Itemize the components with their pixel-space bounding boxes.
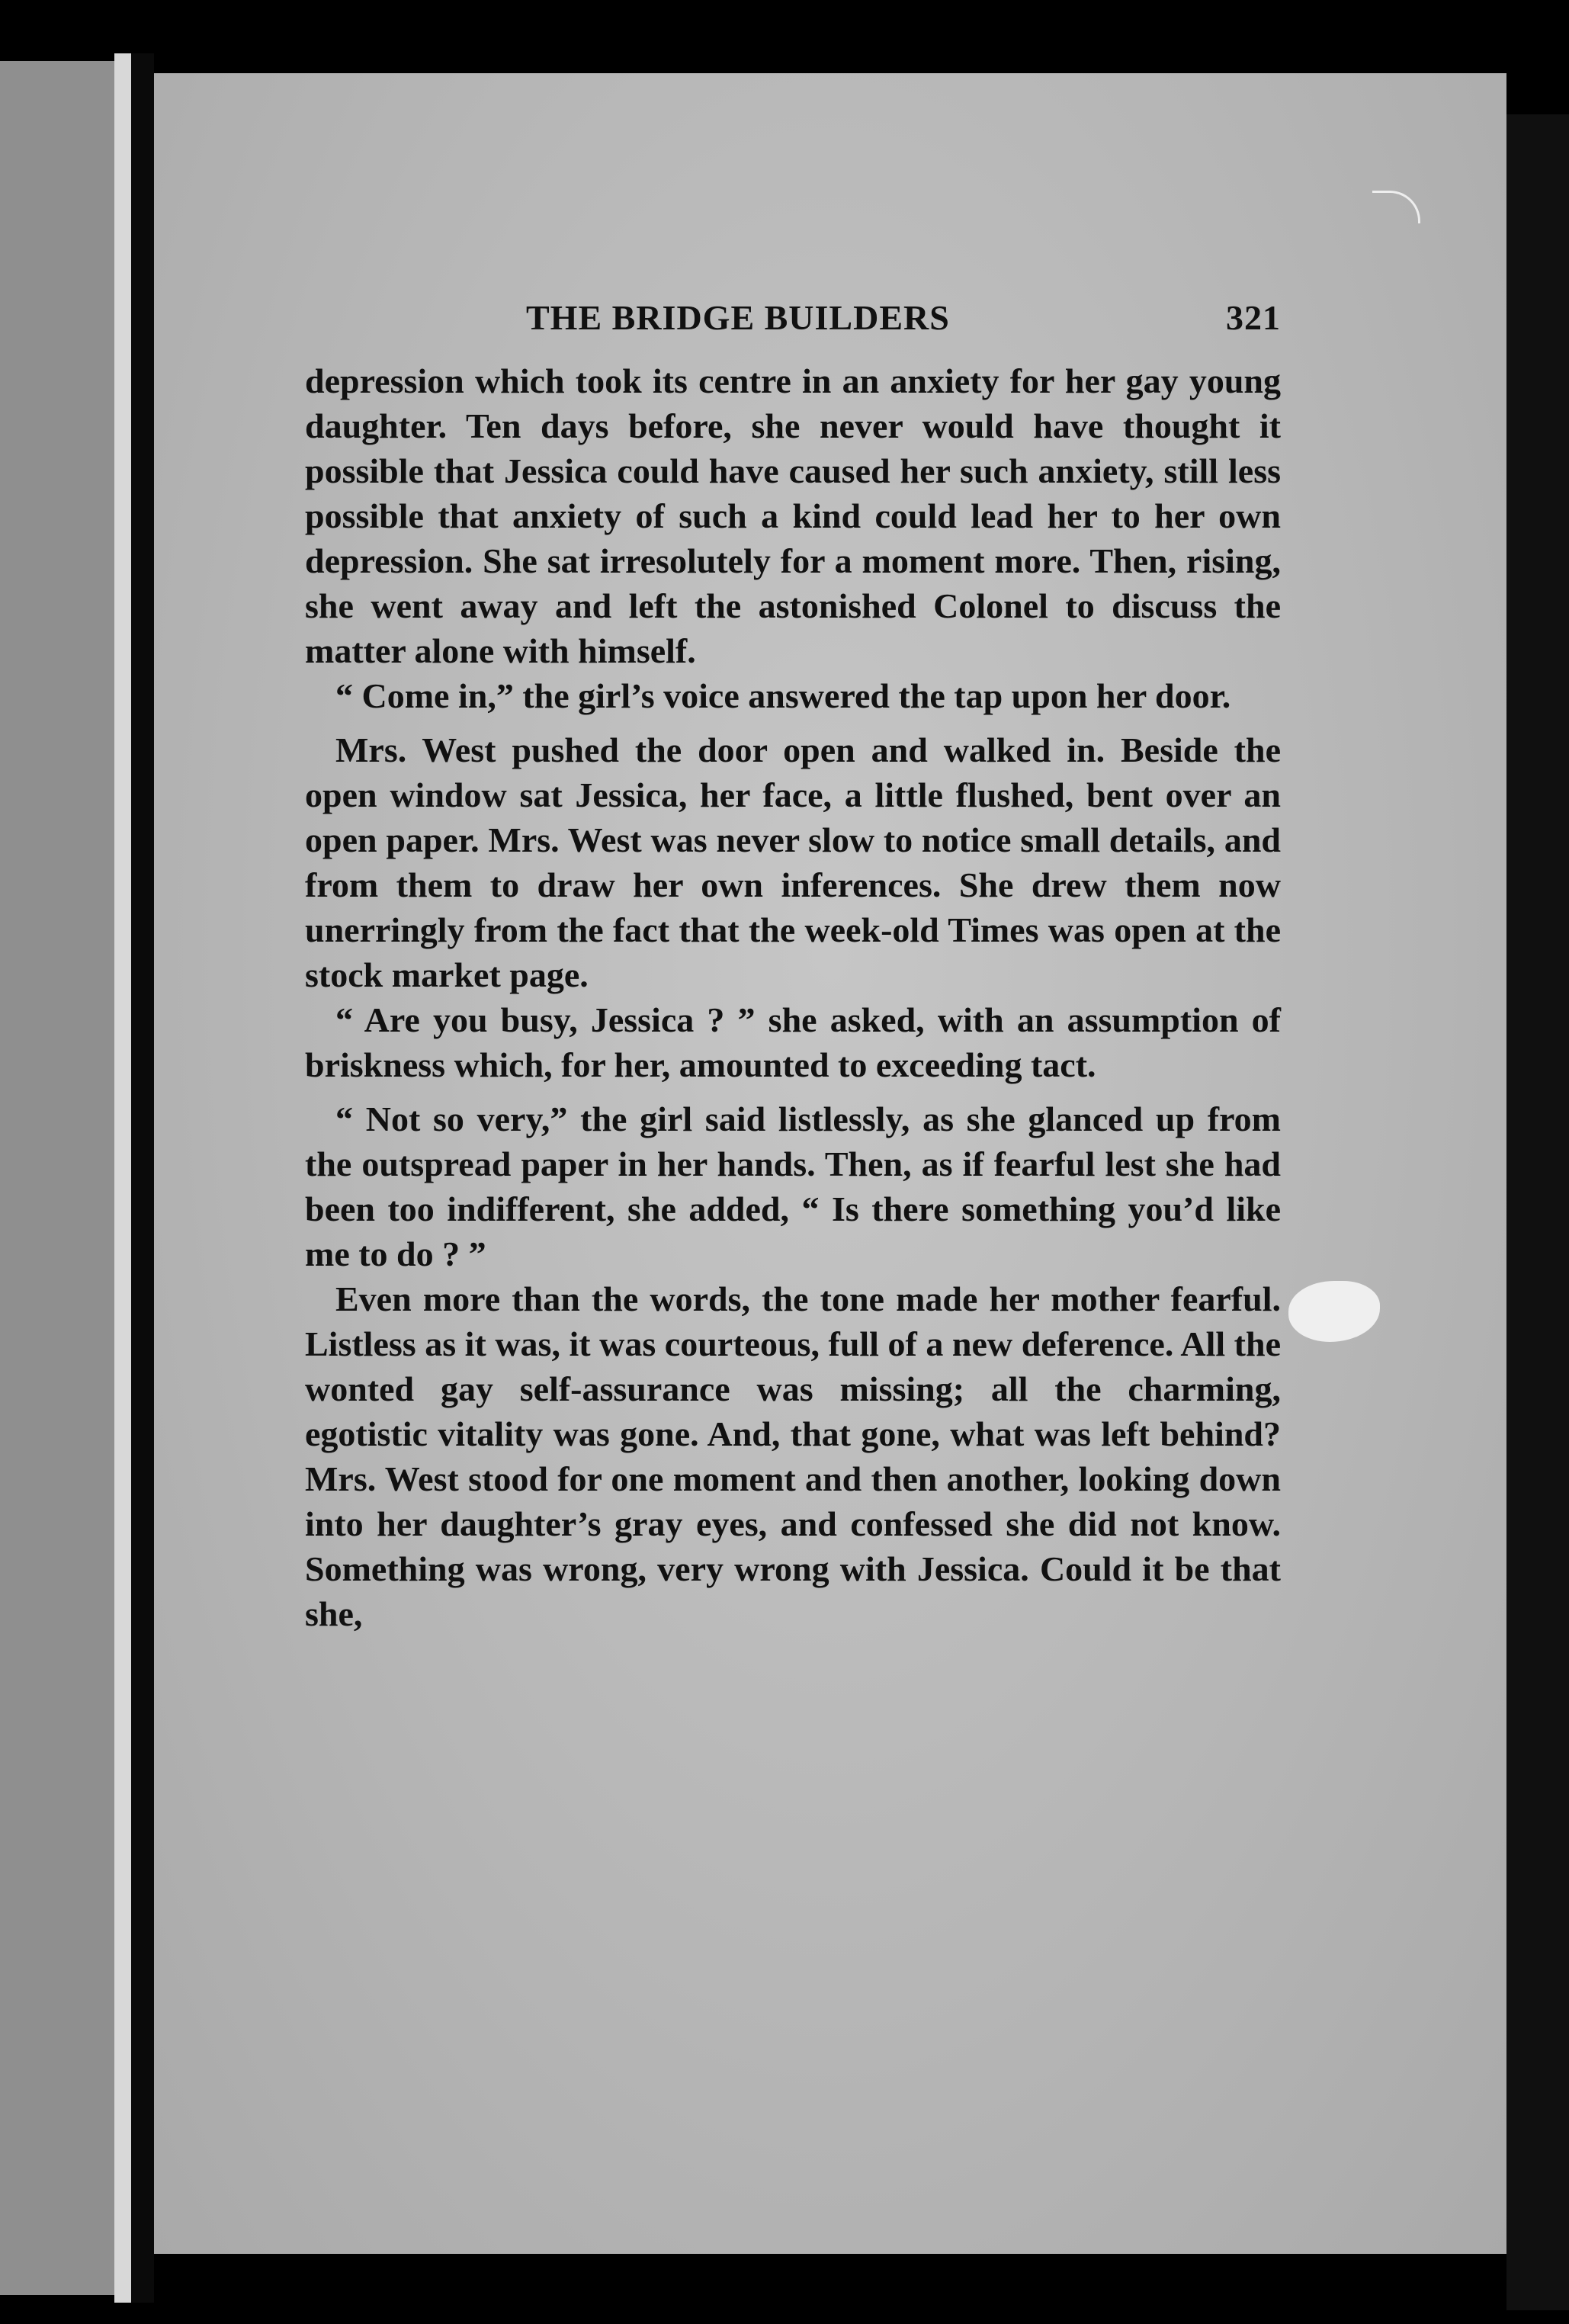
paragraph-2: “ Come in,” the girl’s voice answered the tap upon her door. xyxy=(335,676,1231,715)
left-page-edge xyxy=(0,61,114,2295)
paragraph-4: “ Are you busy, Jessica ? ” she asked, with an assumption of briskness which, for her, amounted to exceeding tact. xyxy=(305,1000,1281,1084)
running-header xyxy=(526,297,1281,358)
paragraph-5: “ Not so very,” the girl said listlessly, as she glanced up from the outspread paper in her hands. Then, as if fearful lest she had been too indifferent, she added, “ Is there something you’d like me to do ? ” xyxy=(305,1099,1281,1273)
running-title: THE BRIDGE BUILDERS xyxy=(526,298,950,337)
paragraph-1: depression which took its centre in an anxiety for her gay young daughter. Ten days before, she never would have thought it possible that Jessica could have caused her such anxiety, still less possible that anxiety of such a kind could lead her to her own depression. She sat irresolutely for a moment more. Then, rising, she went away and left the astonished Colonel to discuss the matter alone with himself. xyxy=(305,361,1281,670)
body-text xyxy=(305,358,1281,1636)
paragraph-3: Mrs. West pushed the door open and walked in. Beside the open window sat Jessica, her face, a little flushed, bent over an open paper. Mrs. West was never slow to notice small details, and from them to draw her own inferences. She drew them now unerringly from the fact that the week-old Times was open at the stock market page. xyxy=(305,730,1281,994)
paragraph-6: Even more than the words, the tone made her mother fearful. Listless as it was, it was courteous, full of a new deference. All the wonted gay self-assurance was missing; all the charming, egotistic vitality was gone. And, that gone, what was left behind? Mrs. West stood for one moment and then another, looking down into her daughter’s gray eyes, and confessed she did not know. Something was wrong, very wrong with Jessica. Could it be that she, xyxy=(305,1279,1281,1633)
gutter-strip xyxy=(114,53,131,2303)
right-page-edge xyxy=(1506,114,1569,2310)
gutter-shadow xyxy=(131,53,154,2303)
page-number: 321 xyxy=(1226,298,1281,337)
